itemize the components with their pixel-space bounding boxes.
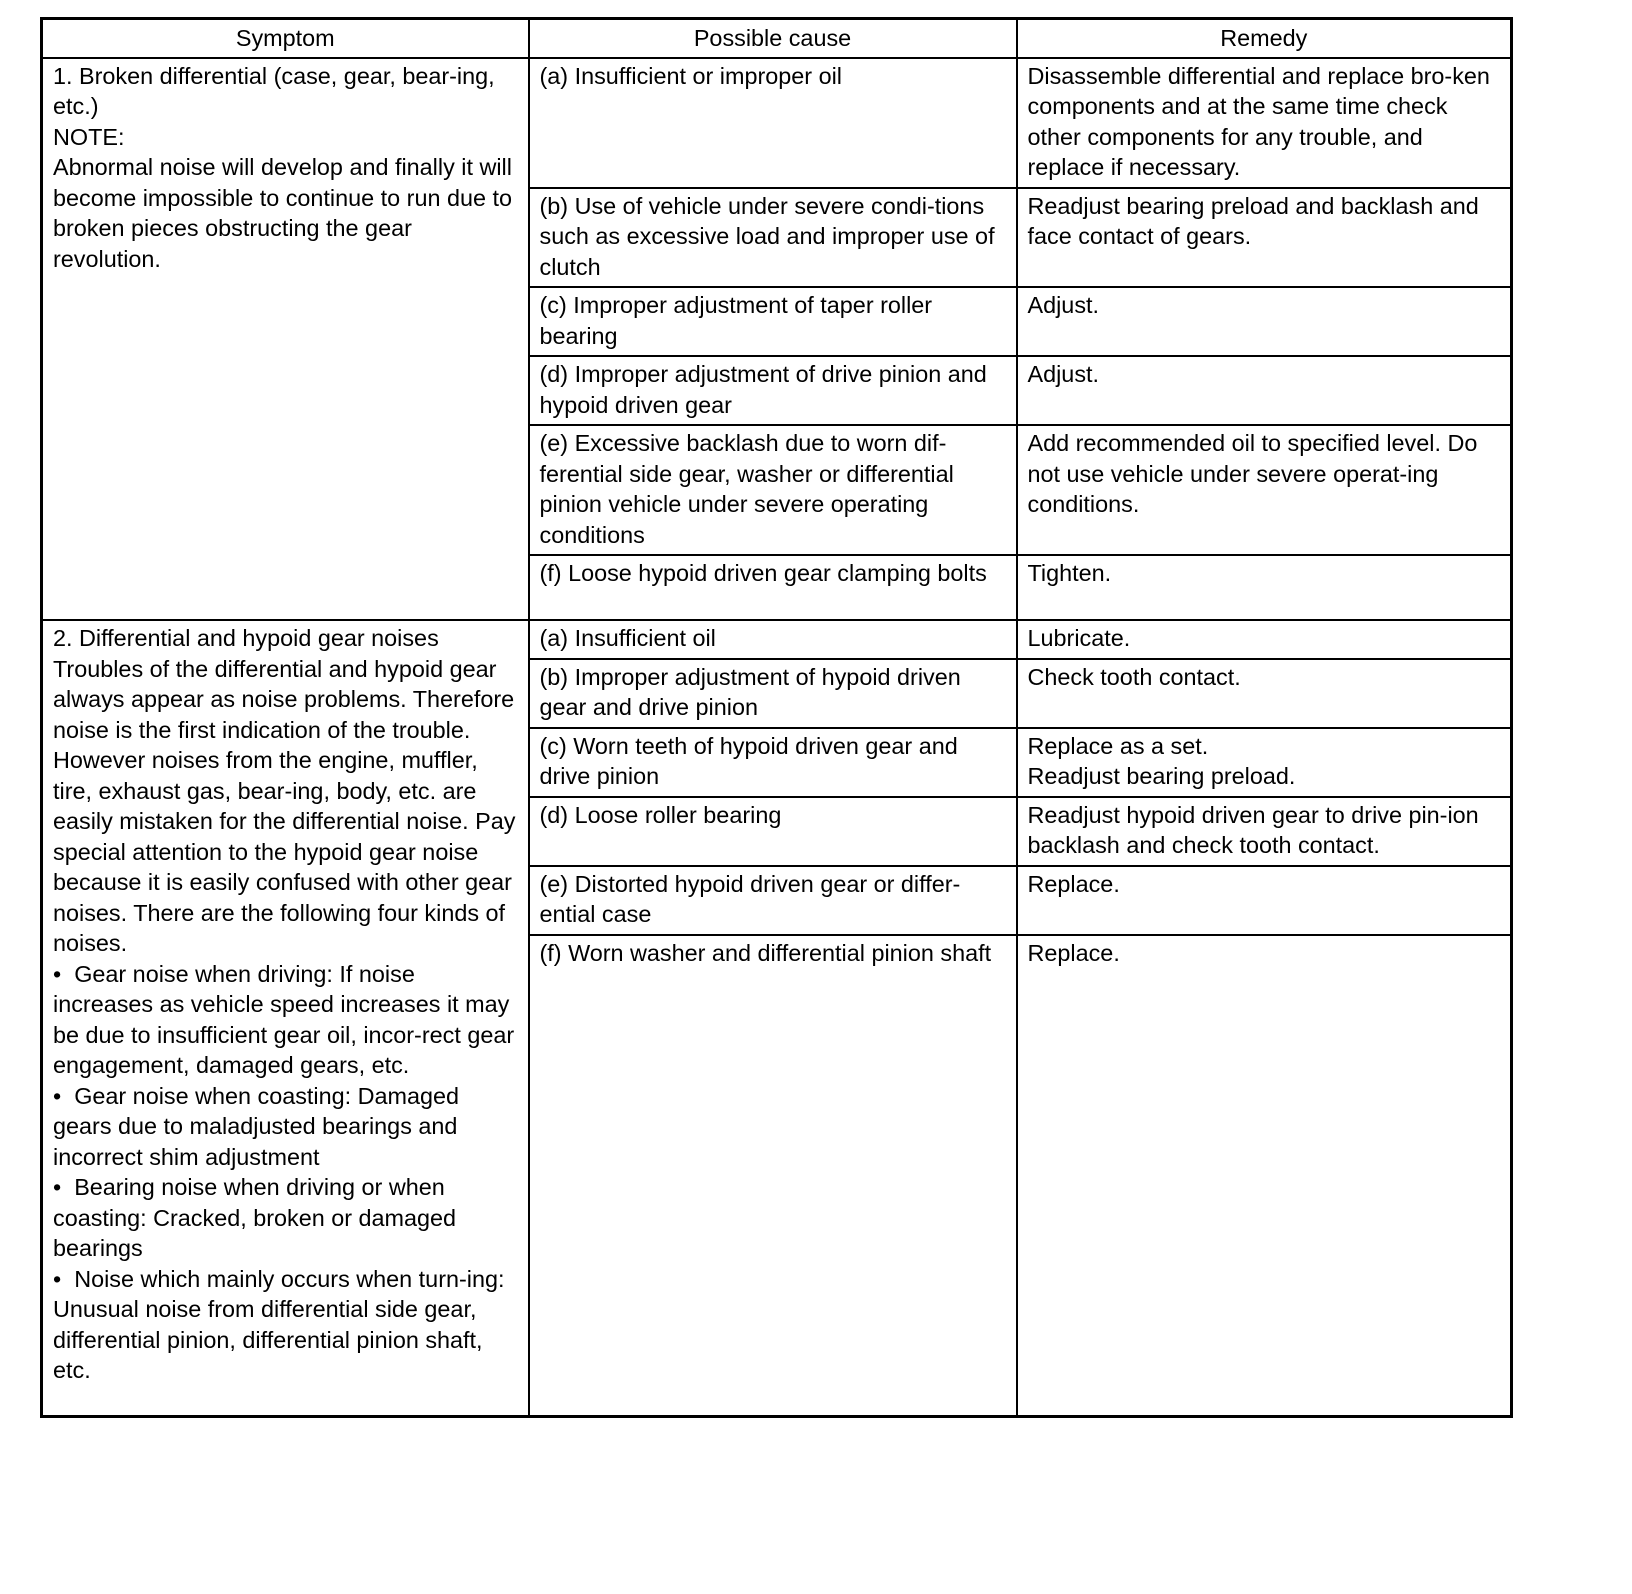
cause-cell: (b) Improper adjustment of hypoid driven gear and drive pinion [529, 659, 1017, 728]
cause-cell: (f) Loose hypoid driven gear clamping bolts [529, 555, 1017, 620]
cause-cell: (c) Improper adjustment of taper roller bearing [529, 287, 1017, 356]
cause-header: Possible cause [529, 19, 1017, 58]
symptom-cell-2 [42, 620, 529, 1417]
remedy-cell: Replace. [1017, 866, 1512, 935]
remedy-cell: Adjust. [1017, 356, 1512, 425]
remedy-cell: Lubricate. [1017, 620, 1512, 659]
cause-cell: (b) Use of vehicle under severe condi-tions such as excessive load and improper use of clutch [529, 188, 1017, 288]
cause-cell: (a) Insufficient oil [529, 620, 1017, 659]
cause-cell: (a) Insufficient or improper oil [529, 58, 1017, 188]
bullet-item: • Gear noise when driving: If noise increases as vehicle speed increases it may be due to insufficient gear oil, incor-rect gear engagement, damaged gears, etc. [53, 960, 515, 1078]
symptom-intro: Troubles of the differential and hypoid gear always appear as noise problems. Therefore noise is the first indication of the trouble. However noises from the engine, muffler, tire, exhaust gas, bear-ing, body, etc. are easily mistaken for the differential noise. Pay special attention to the hypoid gear noise because it is easily confused with other gear noises. There are the following four kinds of noises. [53, 655, 516, 956]
remedy-cell: Replace. [1017, 935, 1512, 1417]
symptom-cell-1 [42, 58, 529, 621]
cause-cell: (d) Loose roller bearing [529, 797, 1017, 866]
cause-cell: (e) Distorted hypoid driven gear or differ-ential case [529, 866, 1017, 935]
remedy-cell: Replace as a set. Readjust bearing preload. [1017, 728, 1512, 797]
troubleshooting-table [40, 17, 1513, 1418]
table-row [42, 620, 1512, 659]
symptom-title: 2. Differential and hypoid gear noises [53, 625, 439, 651]
remedy-cell: Disassemble differential and replace bro-ken components and at the same time check other components for any trouble, and replace if necessary. [1017, 58, 1512, 188]
note-text: Abnormal noise will develop and finally it will become impossible to continue to run due to broken pieces obstructing the gear revolution. [53, 154, 512, 272]
remedy-header: Remedy [1017, 19, 1512, 58]
bullet-item: • Gear noise when coasting: Damaged gears due to maladjusted bearings and incorrect shim adjustment [53, 1082, 460, 1170]
symptom-title: 1. Broken differential (case, gear, bear-ing, etc.) [53, 62, 495, 119]
bullet-item: • Noise which mainly occurs when turn-ing: Unusual noise from differential side gear, differential pinion, differential pinion shaft, etc. [53, 1265, 505, 1383]
remedy-cell: Check tooth contact. [1017, 659, 1512, 728]
remedy-cell: Tighten. [1017, 555, 1512, 620]
cause-cell: (d) Improper adjustment of drive pinion and hypoid driven gear [529, 356, 1017, 425]
cause-cell: (f) Worn washer and differential pinion shaft [529, 935, 1017, 1417]
remedy-cell: Readjust bearing preload and backlash and face contact of gears. [1017, 188, 1512, 288]
symptom-header: Symptom [42, 19, 529, 58]
remedy-cell: Adjust. [1017, 287, 1512, 356]
cause-cell: (e) Excessive backlash due to worn dif-ferential side gear, washer or differential pinion vehicle under severe operating conditions [529, 425, 1017, 555]
bullet-item: • Bearing noise when driving or when coasting: Cracked, broken or damaged bearings [53, 1174, 457, 1261]
remedy-cell: Add recommended oil to specified level. Do not use vehicle under severe operat-ing conditions. [1017, 425, 1512, 555]
note-label: NOTE: [53, 123, 125, 150]
remedy-cell: Readjust hypoid driven gear to drive pin-ion backlash and check tooth contact. [1017, 797, 1512, 866]
table-row [42, 58, 1512, 188]
cause-cell: (c) Worn teeth of hypoid driven gear and drive pinion [529, 728, 1017, 797]
header-row [42, 19, 1512, 58]
